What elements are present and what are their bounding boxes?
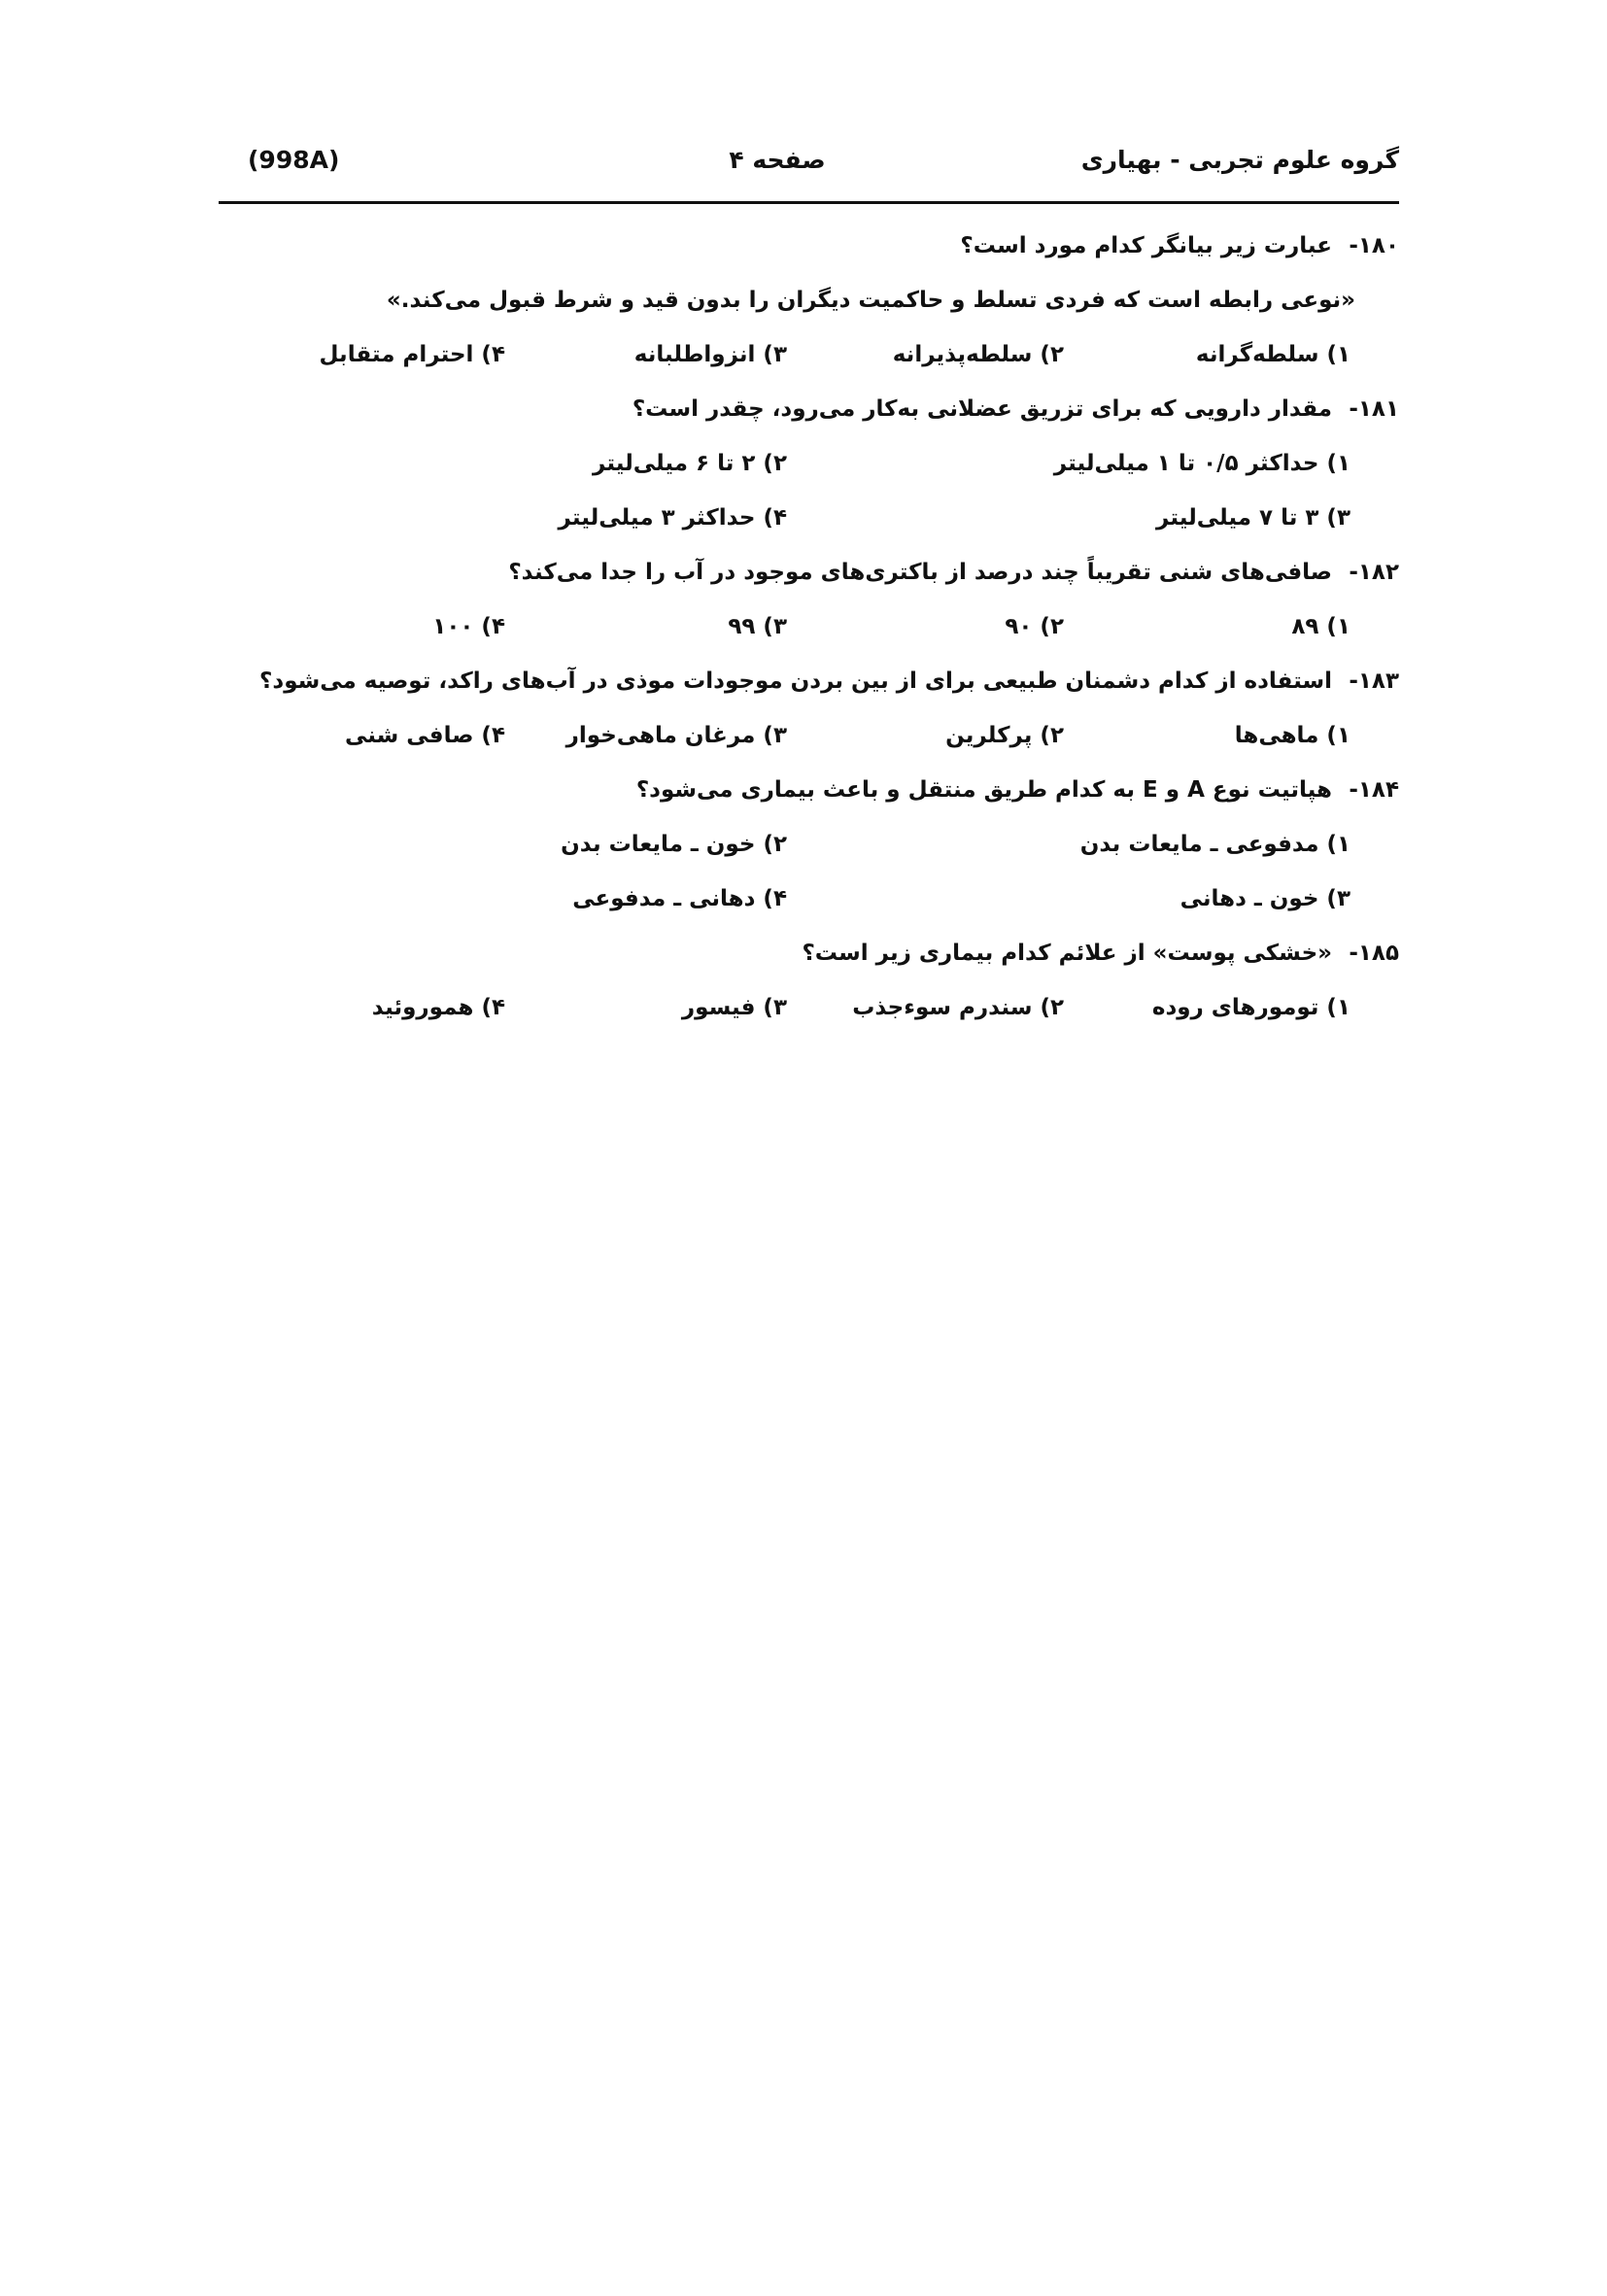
options-row — [321, 817, 1399, 872]
option-3: ۳) ۹۹ — [728, 614, 787, 639]
option-1: ۱) سلطه‌گرانه — [1195, 342, 1351, 367]
question-text: استفاده از کدام دشمنان طبیعی برای از بین بردن موجودات موذی در آب‌های راکد، توصیه می‌شود؟ — [259, 668, 1333, 694]
options-row — [321, 491, 1399, 545]
question-185 — [321, 926, 1399, 1035]
question-text: مقدار دارویی که برای تزریق عضلانی به‌کار می‌رود، چقدر است؟ — [632, 396, 1333, 422]
header-divider — [219, 201, 1399, 204]
questions-list — [259, 219, 1399, 1035]
question-number: ۱۸۵- — [1349, 941, 1399, 966]
question-text: عبارت زیر بیانگر کدام مورد است؟ — [960, 233, 1333, 258]
question-stem — [321, 545, 1399, 600]
question-stem — [321, 219, 1399, 273]
question-number: ۱۸۴- — [1349, 777, 1399, 803]
option-2: ۲) ۲ تا ۶ میلی‌لیتر — [593, 451, 787, 476]
option-3: ۳) مرغان ماهی‌خوار — [565, 723, 787, 748]
option-4: ۴) حداکثر ۳ میلی‌لیتر — [558, 505, 787, 531]
option-1: ۱) ماهی‌ها — [1234, 723, 1351, 748]
question-number: ۱۸۲- — [1349, 560, 1399, 585]
question-stem — [321, 382, 1399, 436]
page-number: صفحه ۴ — [729, 146, 826, 174]
option-2: ۲) پرکلرین — [945, 723, 1064, 748]
question-stem — [321, 926, 1399, 980]
option-4: ۴) صافی شنی — [344, 723, 505, 748]
option-2: ۲) سندرم سوءجذب — [852, 995, 1064, 1020]
option-4: ۴) ۱۰۰ — [432, 614, 505, 639]
question-number: ۱۸۳- — [1349, 668, 1399, 694]
options-row — [321, 600, 1399, 654]
question-number: ۱۸۰- — [1349, 233, 1399, 258]
question-stem — [259, 654, 1399, 708]
option-1: ۱) مدفوعی ـ مایعات بدن — [1079, 832, 1351, 857]
question-184 — [321, 763, 1399, 926]
options-row — [321, 980, 1399, 1035]
question-stem — [321, 763, 1399, 817]
question-quote: «نوعی رابطه است که فردی تسلط و حاکمیت دیگران را بدون قید و شرط قبول می‌کند.» — [386, 288, 1355, 313]
question-182 — [321, 545, 1399, 654]
option-3: ۳) فیسور — [681, 995, 787, 1020]
option-1: ۱) تومورهای روده — [1151, 995, 1351, 1020]
option-4: ۴) احترام متقابل — [319, 342, 505, 367]
option-2: ۲) سلطه‌پذیرانه — [892, 342, 1064, 367]
options-row — [321, 708, 1399, 763]
options-row — [321, 872, 1399, 926]
option-4: ۴) هموروئید — [371, 995, 505, 1020]
booklet-code: (998A) — [248, 146, 340, 174]
option-2: ۲) خون ـ مایعات بدن — [561, 832, 787, 857]
question-text: «خشکی پوست» از علائم کدام بیماری زیر است؟ — [802, 941, 1333, 966]
options-row — [321, 436, 1399, 491]
option-3: ۳) انزواطلبانه — [633, 342, 787, 367]
question-183 — [259, 654, 1399, 763]
option-1: ۱) ۸۹ — [1291, 614, 1351, 639]
option-1: ۱) حداکثر ۰/۵ تا ۱ میلی‌لیتر — [1053, 451, 1351, 476]
option-3: ۳) خون ـ دهانی — [1180, 886, 1351, 911]
question-180 — [321, 219, 1399, 382]
exam-group-title: گروه علوم تجربی - بهیاری — [1080, 146, 1399, 174]
question-text: هپاتیت نوع A و E به کدام طریق منتقل و باعث بیماری می‌شود؟ — [635, 777, 1333, 803]
option-2: ۲) ۹۰ — [1005, 614, 1064, 639]
question-text: صافی‌های شنی تقریباً چند درصد از باکتری‌های موجود در آب را جدا می‌کند؟ — [508, 560, 1333, 585]
option-4: ۴) دهانی ـ مدفوعی — [572, 886, 787, 911]
question-number: ۱۸۱- — [1349, 396, 1399, 422]
option-3: ۳) ۳ تا ۷ میلی‌لیتر — [1156, 505, 1351, 531]
page-header — [219, 146, 1399, 194]
question-181 — [321, 382, 1399, 545]
options-row — [321, 327, 1399, 382]
